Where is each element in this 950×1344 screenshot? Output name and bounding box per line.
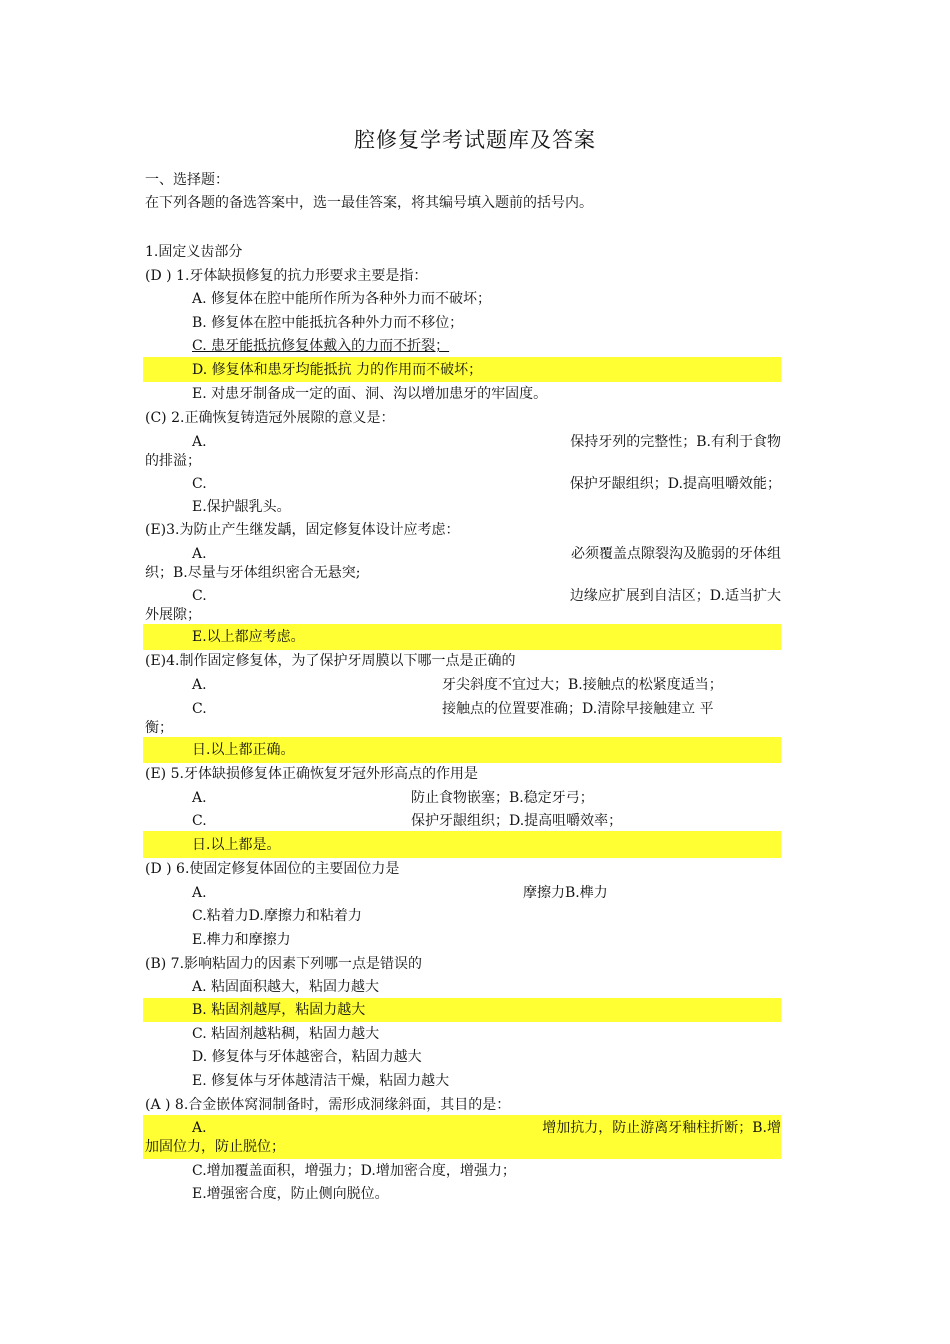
q3-stem: (E)3.为防止产生继发龋，固定修复体设计应考虑： (145, 522, 460, 538)
q8-option-a-text: 增加抗力，防止游离牙釉柱折断；B.增 (542, 1120, 781, 1136)
q8-option-e: E.增强密合度，防止侧向脱位。 (192, 1186, 389, 1202)
q2-stem: (C) 2.正确恢复铸造冠外展隙的意义是： (145, 410, 395, 426)
q4-option-c-text: 接触点的位置要准确；D.清除早接触建立 平 (442, 701, 714, 717)
q7-option-d: D. 修复体与牙体越密合，粘固力越大 (192, 1049, 422, 1065)
q5-option-e: 日.以上都是。 (192, 837, 281, 853)
q7-stem: (B) 7.影响粘固力的因素下列哪一点是错误的 (145, 956, 423, 972)
q6-stem: (D ) 6.使固定修复体固位的主要固位力是 (145, 861, 400, 877)
q5-option-ab (192, 787, 781, 809)
q3-option-a-wrap: 织；B.尽量与牙体组织密合无悬突; (145, 565, 361, 581)
instruction-text: 在下列各题的备选答案中，选一最佳答案，将其编号填入题前的括号内。 (145, 195, 593, 211)
q6-option-e: E.榫力和摩擦力 (192, 932, 291, 948)
q1-option-c-row (192, 335, 781, 357)
q4-option-ab (192, 674, 781, 696)
q8-option-a-wrap: 加固位力，防止脱位； (145, 1139, 285, 1155)
q2-option-c-label: C. (192, 476, 207, 492)
q1-option-d: D. 修复体和患牙均能抵抗 力的作用而不破坏； (192, 362, 483, 378)
q4-option-a-text: 牙尖斜度不宜过大；B.接触点的松紧度适当； (442, 677, 723, 693)
q4-option-e: 日.以上都正确。 (192, 742, 295, 758)
q1-stem: (D ) 1.牙体缺损修复的抗力形要求主要是指： (145, 268, 428, 284)
q1-option-c: C. 患牙能抵抗修复体戴入的力而不折裂； (192, 338, 450, 354)
q6-option-a-text: 摩擦力B.榫力 (523, 885, 608, 901)
q3-option-c-label: C. (192, 588, 207, 604)
q2-option-a-label: A. (192, 434, 207, 450)
q5-option-c-text: 保护牙龈组织；D.提高咀嚼效率； (411, 813, 623, 829)
q7-option-e: E. 修复体与牙体越清洁干燥，粘固力越大 (192, 1073, 450, 1089)
q3-option-e: E.以上都应考虑。 (192, 629, 305, 645)
q3-option-a-label: A. (192, 546, 207, 562)
q6-option-a-label: A. (192, 885, 207, 901)
q3-option-c-wrap: 外展隙； (145, 607, 201, 623)
q3-option-c-text: 边缘应扩展到自洁区；D.适当扩大 (569, 588, 781, 604)
q8-option-a-label: A. (192, 1120, 207, 1136)
q1-option-e: E. 对患牙制备成一定的面、洞、沟以增加患牙的牢固度。 (192, 386, 548, 402)
q5-option-a-text: 防止食物嵌塞；B.稳定牙弓； (411, 790, 594, 806)
q5-stem: (E) 5.牙体缺损修复体正确恢复牙冠外形高点的作用是 (145, 766, 478, 782)
q2-option-cd (192, 473, 781, 495)
q8-stem: (A ) 8.合金嵌体窝洞制备时，需形成洞缘斜面，其目的是： (145, 1097, 511, 1113)
q4-option-c-wrap: 衡； (145, 720, 173, 736)
document-title: 腔修复学考试题库及答案 (354, 128, 596, 152)
q7-option-a: A. 粘固面积越大，粘固力越大 (192, 979, 380, 995)
q2-option-a-wrap: 的排溢； (145, 453, 201, 469)
q5-option-c-label: C. (192, 813, 207, 829)
q4-stem: (E)4.制作固定修复体，为了保护牙周膜以下哪一点是正确的 (145, 653, 516, 669)
part-heading: 1.固定义齿部分 (145, 244, 243, 260)
q3-option-a-text: 必须覆盖点隙裂沟及脆弱的牙体组 (571, 546, 781, 562)
q6-option-ab (192, 882, 781, 904)
q8-option-cd: C.增加覆盖面积，增强力；D.增加密合度，增强力； (192, 1163, 516, 1179)
q4-option-c-label: C. (192, 701, 207, 717)
q6-option-cd: C.粘着力D.摩擦力和粘着力 (192, 908, 362, 924)
q1-option-a: A. 修复体在腔中能所作所为各种外力而不破坏； (192, 291, 492, 307)
q2-option-a-text: 保持牙列的完整性；B.有利于食物 (570, 434, 781, 450)
q1-option-b: B. 修复体在腔中能抵抗各种外力而不移位； (192, 315, 464, 331)
q4-option-a-label: A. (192, 677, 207, 693)
q2-option-e: E.保护龈乳头。 (192, 499, 291, 515)
q5-option-cd (192, 810, 781, 832)
q2-option-c-text: 保护牙龈组织；D.提高咀嚼效能； (569, 476, 781, 492)
q5-option-a-label: A. (192, 790, 207, 806)
q7-option-c: C. 粘固剂越粘稠，粘固力越大 (192, 1026, 380, 1042)
section-heading: 一、选择题： (145, 172, 229, 188)
q7-option-b: B. 粘固剂越厚，粘固力越大 (192, 1002, 366, 1018)
